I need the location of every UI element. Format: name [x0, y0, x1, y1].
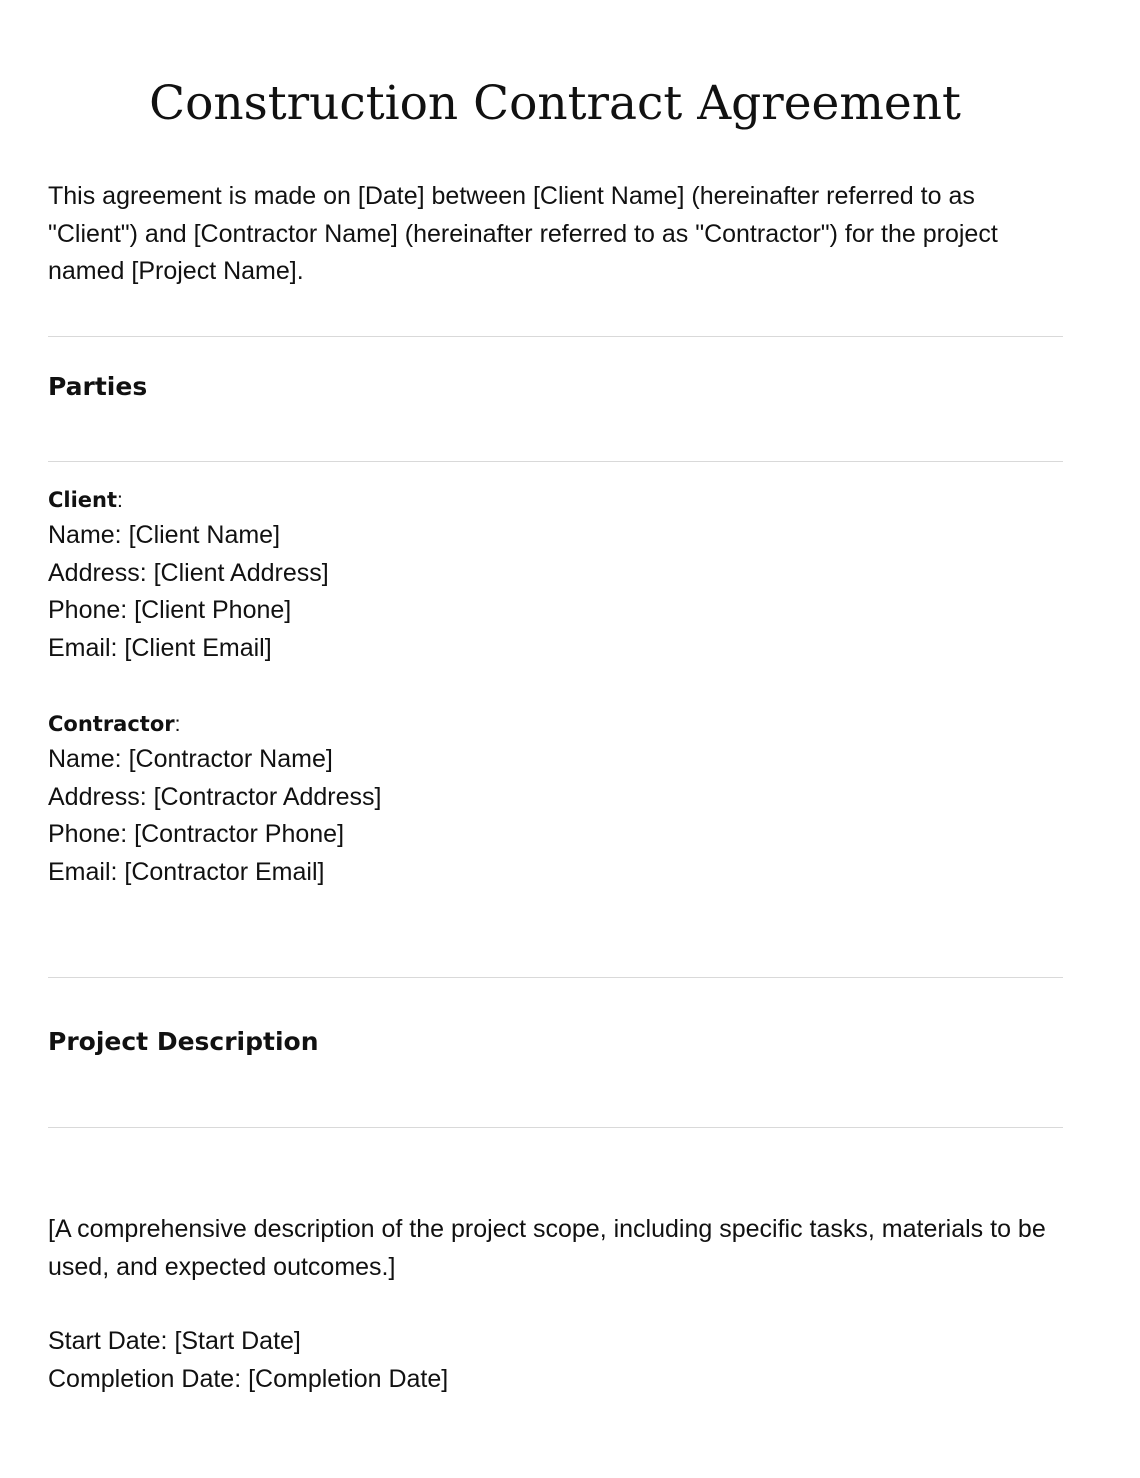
client-address: Address: [Client Address] — [48, 558, 329, 587]
client-email: Email: [Client Email] — [48, 633, 272, 662]
completion-date: Completion Date: [Completion Date] — [48, 1364, 449, 1393]
divider — [48, 461, 1063, 462]
intro-paragraph: This agreement is made on [Date] between [Client Name] (hereinafter referred to as "Client") and [Contractor Name] (hereinafter referred to as "Contractor") for the project named [Project Name]. — [48, 182, 998, 285]
contractor-phone: Phone: [Contractor Phone] — [48, 820, 345, 848]
divider — [48, 1127, 1063, 1128]
contractor-email: Email: [Contractor Email] — [48, 857, 325, 886]
contractor-address: Address: [Contractor Address] — [48, 782, 382, 811]
project-description-heading: Project Description — [48, 1027, 319, 1056]
parties-heading: Parties — [48, 372, 148, 401]
contractor-label-colon: : — [174, 713, 181, 736]
contractor-name: Name: [Contractor Name] — [48, 745, 333, 773]
document-title: Construction Contract Agreement — [149, 76, 961, 131]
client-block — [48, 483, 329, 667]
contractor-label-line — [48, 707, 381, 741]
client-name: Name: [Client Name] — [48, 521, 281, 549]
contractor-label: Contractor — [48, 712, 175, 736]
project-dates — [48, 1323, 448, 1398]
start-date: Start Date: [Start Date] — [48, 1327, 301, 1355]
project-description-text: [A comprehensive description of the project scope, including specific tasks, materials to be used, and expected outcomes.] — [48, 1215, 1046, 1281]
client-label: Client — [48, 488, 118, 512]
divider — [48, 336, 1063, 337]
contractor-block — [48, 707, 381, 891]
client-label-line — [48, 483, 329, 517]
client-phone: Phone: [Client Phone] — [48, 596, 292, 624]
client-label-colon: : — [117, 489, 123, 512]
divider — [48, 977, 1063, 978]
